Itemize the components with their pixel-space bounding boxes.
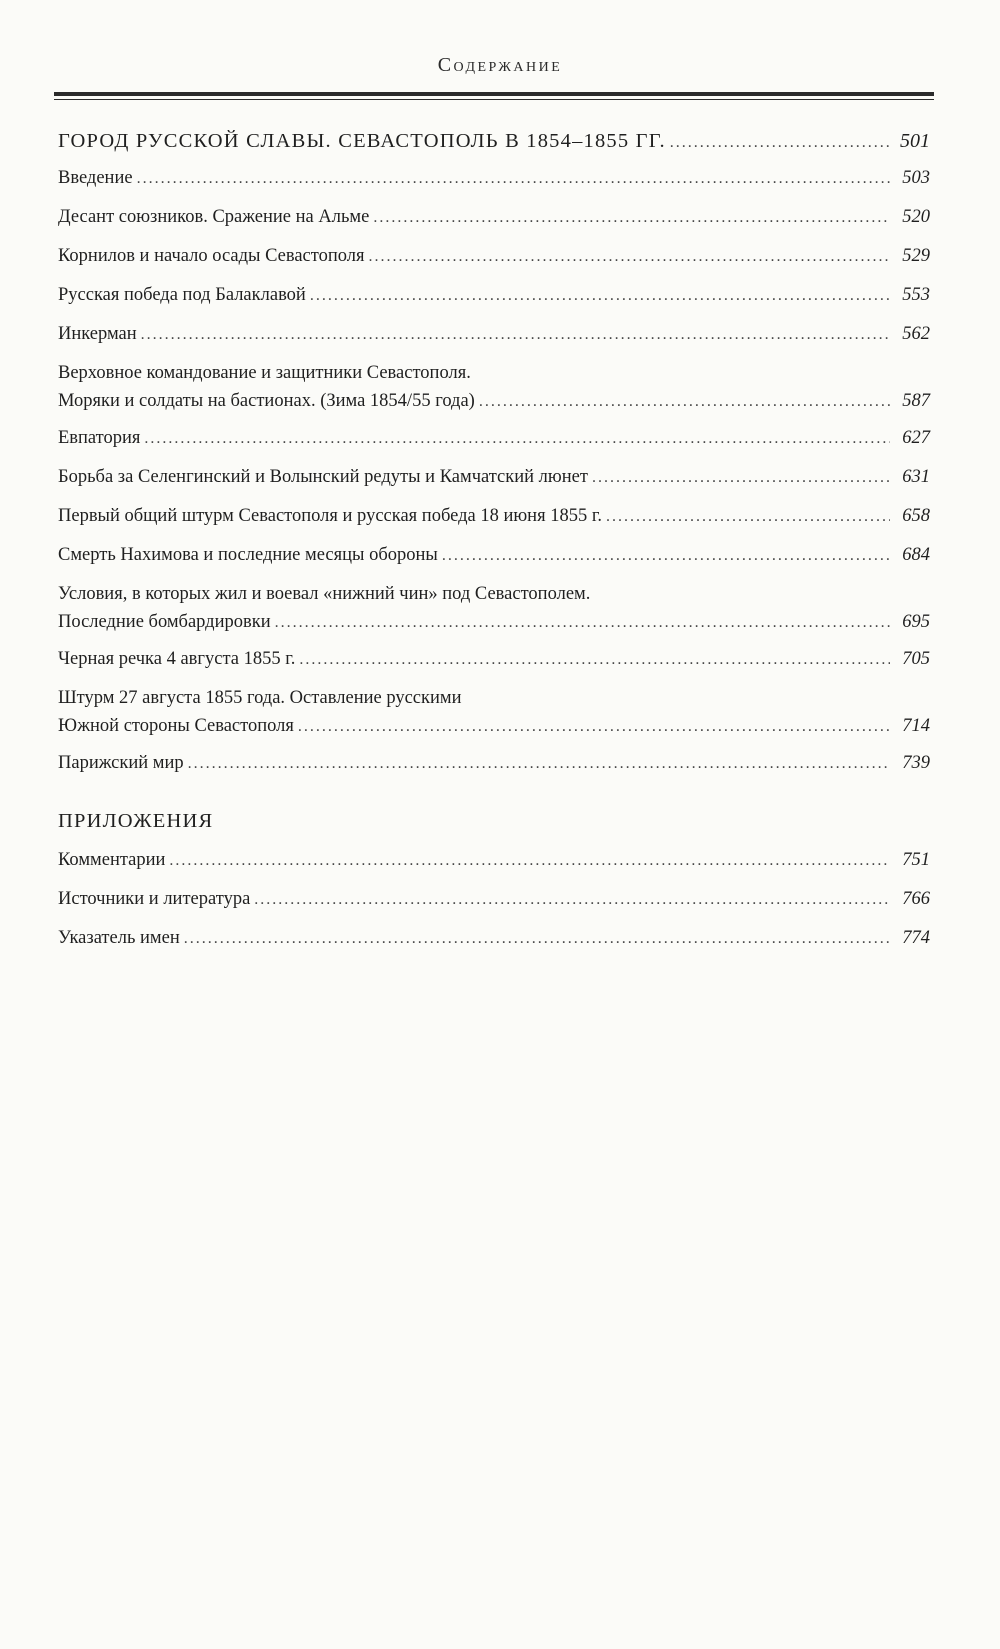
dot-leader (184, 930, 890, 948)
appendix-entry-title: Комментарии (58, 850, 166, 870)
toc-entry-page: 553 (902, 285, 930, 305)
dot-leader (670, 134, 890, 152)
toc-entry-title: Введение (58, 168, 133, 188)
dot-leader (169, 852, 890, 870)
appendix-entry-page: 774 (902, 928, 930, 948)
dot-leader (606, 508, 890, 526)
dot-leader (188, 755, 890, 773)
toc-entry[interactable] (58, 324, 930, 363)
appendix-heading[interactable] (58, 810, 930, 850)
toc-entry[interactable] (58, 467, 930, 506)
toc-entry-page: 503 (902, 168, 930, 188)
toc-entry-page: 705 (902, 649, 930, 669)
toc-entry-page: 739 (902, 753, 930, 773)
toc-entry-title: Черная речка 4 августа 1855 г. (58, 649, 296, 669)
toc-entry[interactable] (58, 428, 930, 467)
appendix-entry-title: Указатель имен (58, 928, 180, 948)
toc-entry-page: 627 (902, 428, 930, 448)
toc-entry-title: Борьба за Селенгинский и Волынский редуты и Камчатский люнет (58, 467, 588, 487)
toc-entry[interactable] (58, 649, 930, 688)
table-of-contents (58, 130, 930, 967)
toc-entry-page: 520 (902, 207, 930, 227)
part-heading[interactable] (58, 130, 930, 168)
toc-entry-title-line1: Верховное командование и защитники Севастополя. (58, 363, 471, 383)
running-head: Содержание (437, 54, 563, 76)
dot-leader (479, 393, 890, 411)
appendix-entry[interactable] (58, 928, 930, 967)
toc-entry-title-line1: Условия, в которых жил и воевал «нижний чин» под Севастополем. (58, 584, 591, 604)
toc-entry-title: Корнилов и начало осады Севастополя (58, 246, 365, 266)
toc-entry-title-line1: Штурм 27 августа 1855 года. Оставление русскими (58, 688, 462, 708)
toc-entry[interactable] (58, 207, 930, 246)
dot-leader (373, 209, 890, 227)
toc-entry[interactable] (58, 753, 930, 792)
toc-entry-title: Первый общий штурм Севастополя и русская победа 18 июня 1855 г. (58, 506, 602, 526)
dot-leader (141, 326, 890, 344)
section-gap (58, 792, 930, 810)
dot-leader (275, 614, 890, 632)
appendix-heading-title: ПРИЛОЖЕНИЯ (58, 810, 214, 832)
toc-entry-title: Десант союзников. Сражение на Альме (58, 207, 370, 227)
toc-entry-page: 684 (902, 545, 930, 565)
toc-entry-page: 529 (902, 246, 930, 266)
toc-entry-title-line2: Южной стороны Севастополя (58, 716, 294, 736)
toc-entry-page: 658 (902, 506, 930, 526)
toc-entry-page: 695 (902, 612, 930, 632)
part-heading-page: 501 (900, 130, 930, 152)
toc-entry-page: 714 (902, 716, 930, 736)
toc-entry[interactable] (58, 584, 930, 640)
toc-entry-title: Евпатория (58, 428, 141, 448)
toc-entry-title: Парижский мир (58, 753, 184, 773)
dot-leader (299, 651, 890, 669)
header-rule-thick (54, 92, 934, 96)
toc-entry-page: 562 (902, 324, 930, 344)
toc-entry[interactable] (58, 285, 930, 324)
dot-leader (369, 248, 891, 266)
dot-leader (310, 287, 890, 305)
toc-entry[interactable] (58, 545, 930, 584)
toc-entry-title: Инкерман (58, 324, 137, 344)
toc-entry-title-line2: Моряки и солдаты на бастионах. (Зима 1854/55 года) (58, 391, 475, 411)
toc-entry-title: Смерть Нахимова и последние месяцы обороны (58, 545, 438, 565)
dot-leader (254, 891, 890, 909)
toc-entry-page: 631 (902, 467, 930, 487)
toc-entry[interactable] (58, 688, 930, 744)
appendix-entry[interactable] (58, 889, 930, 928)
appendix-entry-title: Источники и литература (58, 889, 251, 909)
dot-leader (137, 170, 890, 188)
dot-leader (298, 718, 890, 736)
appendix-entry-page: 766 (902, 889, 930, 909)
toc-entry[interactable] (58, 363, 930, 419)
appendix-entry-page: 751 (902, 850, 930, 870)
dot-leader (144, 430, 890, 448)
toc-entry-page: 587 (902, 391, 930, 411)
toc-entry-title: Русская победа под Балаклавой (58, 285, 306, 305)
part-heading-title: ГОРОД РУССКОЙ СЛАВЫ. СЕВАСТОПОЛЬ В 1854–1855 ГГ. (58, 130, 666, 152)
dot-leader (442, 547, 890, 565)
dot-leader (592, 469, 890, 487)
toc-entry-title-line2: Последние бомбардировки (58, 612, 271, 632)
toc-entry[interactable] (58, 168, 930, 207)
header-rule-thin (54, 99, 934, 100)
toc-entry[interactable] (58, 506, 930, 545)
toc-entry[interactable] (58, 246, 930, 285)
appendix-entry[interactable] (58, 850, 930, 889)
